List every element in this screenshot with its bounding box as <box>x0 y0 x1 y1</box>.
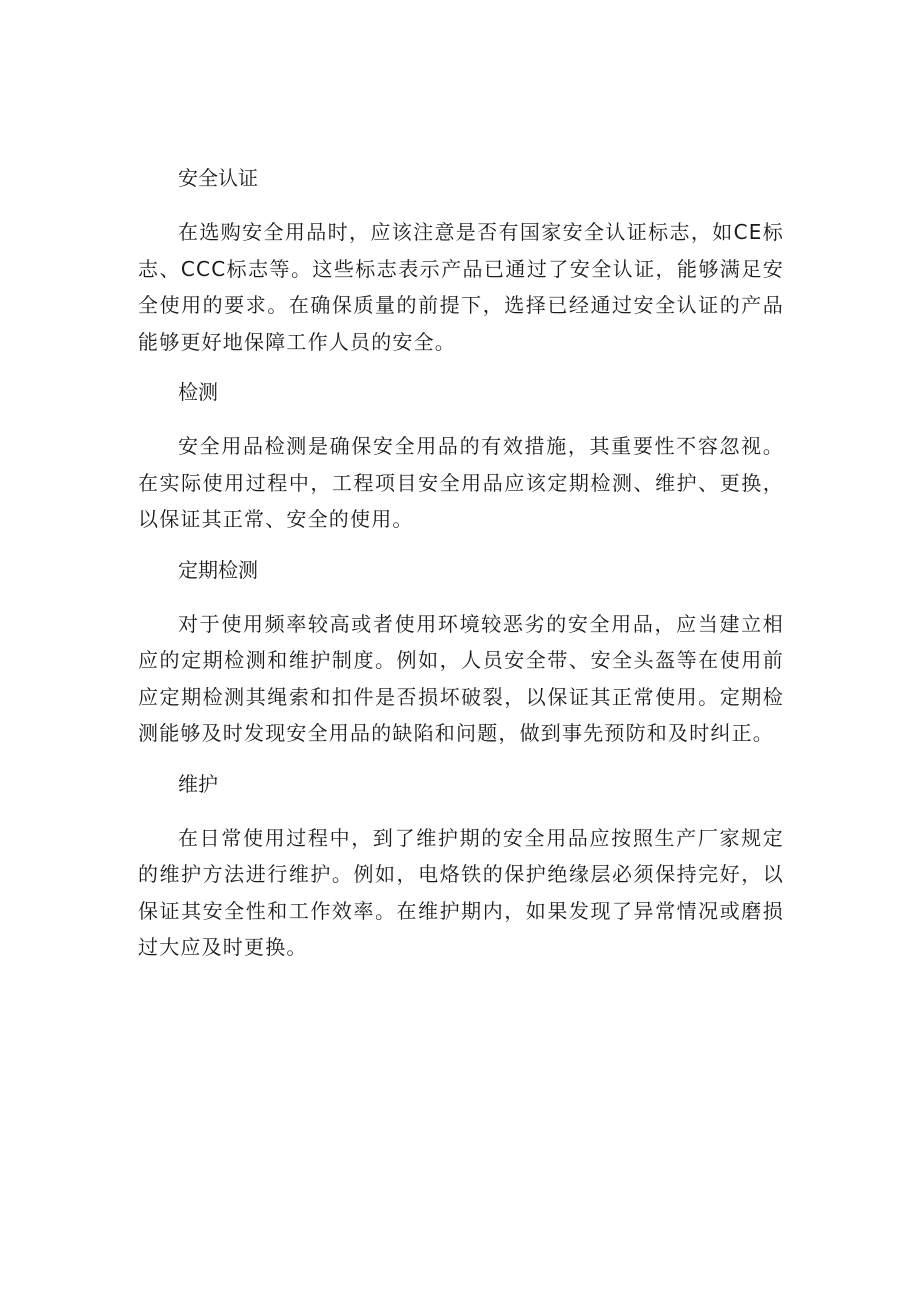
section-heading-maintenance: 维护 <box>178 771 218 796</box>
section-paragraph-inspection: 安全用品检测是确保安全用品的有效措施，其重要性不容忽视。在实际使用过程中，工程项目安全用品应该定期检测、维护、更换，以保证其正常、安全的使用。 <box>138 434 784 531</box>
section-heading-inspection: 检测 <box>178 380 218 404</box>
section-paragraph-periodic-inspection: 对于使用频率较高或者使用环境较恶劣的安全用品，应当建立相应的定期检测和维护制度。例如，人员安全带、安全头盔等在使用前应定期检测其绳索和扣件是否损坏破裂，以保证其正常使用。定期检测能够及时发现安全用品的缺陷和问题，做到事先预防和及时纠正。 <box>138 611 784 745</box>
section-paragraph-certification: 在选购安全用品时，应该注意是否有国家安全认证标志，如CE标志、CCC标志等。这些标志表示产品已通过了安全认证，能够满足安全使用的要求。在确保质量的前提下，选择已经通过安全认证的产品能够更好地保障工作人员的安全。 <box>138 220 784 354</box>
document-body <box>138 160 784 966</box>
section-heading-periodic-inspection: 定期检测 <box>178 557 258 582</box>
section-heading-certification: 安全认证 <box>178 166 258 190</box>
section-paragraph-maintenance: 在日常使用过程中，到了维护期的安全用品应按照生产厂家规定的维护方法进行维护。例如，电烙铁的保护绝缘层必须保持完好，以保证其安全性和工作效率。在维护期内，如果发现了异常情况或磨损过大应及时更换。 <box>138 825 784 959</box>
